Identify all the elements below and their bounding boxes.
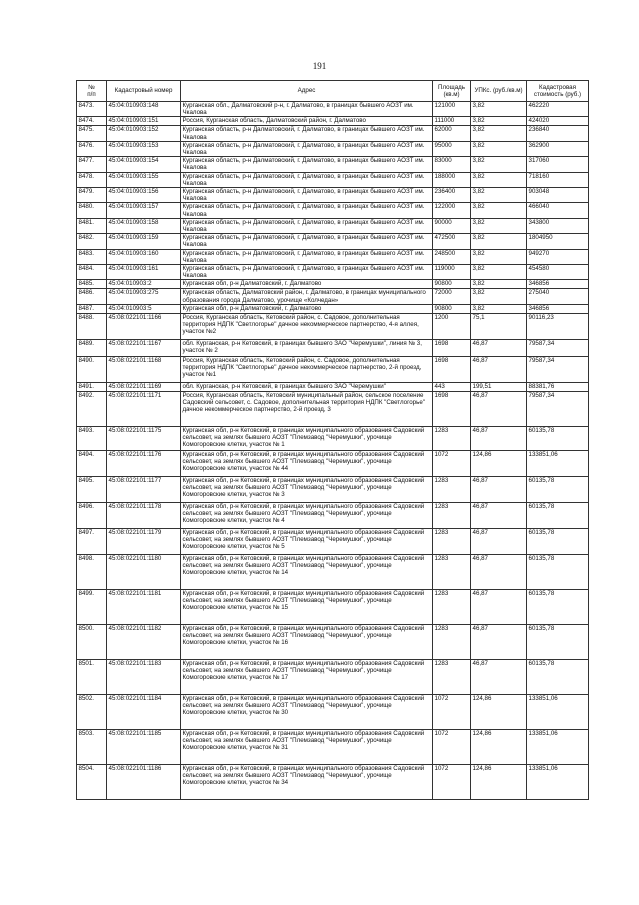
row-number: 8495. [77,476,107,502]
upks-value: 46,87 [471,502,527,528]
table-row [77,172,589,187]
table-row [77,391,589,426]
row-number: 8493. [77,426,107,450]
row-number: 8500. [77,624,107,659]
cadastral-cost: 236840 [527,126,589,141]
cadastral-cost: 79587,34 [527,391,589,426]
cadastral-number: 45:04:010903:157 [107,203,181,218]
row-number: 8489. [77,339,107,356]
table-row [77,126,589,141]
table-row [77,157,589,172]
address: Россия, Курганская область, Далматовский район, г. Далматово [181,117,433,126]
cadastral-cost: 79587,34 [527,339,589,356]
row-number: 8501. [77,659,107,694]
cadastral-cost: 88381,76 [527,382,589,391]
cadastral-cost: 60135,78 [527,528,589,554]
area: 90800 [433,304,471,313]
cadastral-number: 45:04:010903:161 [107,265,181,280]
cadastral-cost: 275040 [527,289,589,304]
cadastral-cost: 60135,78 [527,554,589,589]
cadastral-number: 45:08:022101:1180 [107,554,181,589]
header-cadastral-number: Кадастровый номер [107,81,181,102]
cadastral-number: 45:08:022101:1179 [107,528,181,554]
cadastral-cost: 90116,23 [527,313,589,339]
area: 1283 [433,624,471,659]
table-row [77,554,589,589]
address: Курганская обл, р-н Кетовский, в границах муниципального образования Садовский сельсовет, на землях бывшего АОЗТ "Племзавод "Черемушки", урочище Комогоровские клетки, участок № 15 [181,589,433,624]
upks-value: 46,87 [471,356,527,382]
table-row [77,659,589,694]
table-row [77,729,589,764]
address: Курганская область, р-н Далматовский, г. Далматово, в границах бывшего АОЗТ им. Чкалова [181,157,433,172]
row-number: 8496. [77,502,107,528]
cadastral-number: 45:04:010903:151 [107,117,181,126]
upks-value: 75,1 [471,313,527,339]
address: обл. Курганская, р-н Кетовский, в границах бывшего ЗАО "Черемушки", линия № 3, участок № 2 [181,339,433,356]
row-number: 8477. [77,157,107,172]
row-number: 8503. [77,729,107,764]
cadastral-cost: 718160 [527,172,589,187]
row-number: 8480. [77,203,107,218]
cadastral-table [76,80,589,800]
cadastral-cost: 346856 [527,280,589,289]
cadastral-number: 45:08:022101:1181 [107,589,181,624]
cadastral-cost: 466040 [527,203,589,218]
area: 122000 [433,203,471,218]
cadastral-number: 45:08:022101:1185 [107,729,181,764]
cadastral-number: 45:04:010903:155 [107,172,181,187]
row-number: 8478. [77,172,107,187]
address: Курганская обл, р-н Далматовский, г. Далматово [181,280,433,289]
cadastral-number: 45:04:010903:148 [107,102,181,117]
area: 90000 [433,218,471,233]
area: 119000 [433,265,471,280]
address: Россия, Курганская область, Кетовский район, с. Садовое, дополнительная территория НДПК "Светлогорье" дачное некоммерческое партнерство, 4-я аллея, участок №2 [181,313,433,339]
row-number: 8487. [77,304,107,313]
cadastral-cost: 60135,78 [527,589,589,624]
row-number: 8486. [77,289,107,304]
area: 1283 [433,528,471,554]
cadastral-number: 45:08:022101:1186 [107,764,181,799]
table-row [77,476,589,502]
address: Курганская обл, р-н Кетовский, в границах муниципального образования Садовский сельсовет, на землях бывшего АОЗТ "Племзавод "Черемушки", урочище Комогоровские клетки, участок № 44 [181,450,433,476]
address: Курганская обл, р-н Кетовский, в границах муниципального образования Садовский сельсовет, на землях бывшего АОЗТ "Племзавод "Черемушки", урочище Комогоровские клетки, участок № 5 [181,528,433,554]
address: Курганская обл, р-н Кетовский, в границах муниципального образования Садовский сельсовет, на землях бывшего АОЗТ "Племзавод "Черемушки", урочище Комогоровские клетки, участок № 16 [181,624,433,659]
row-number: 8476. [77,141,107,156]
upks-value: 3,82 [471,249,527,264]
address: Курганская область, р-н Далматовский, г. Далматово, в границах бывшего АОЗТ им. Чкалова [181,218,433,233]
upks-value: 46,87 [471,391,527,426]
row-number: 8485. [77,280,107,289]
cadastral-cost: 133851,06 [527,764,589,799]
table-row [77,450,589,476]
area: 1072 [433,729,471,764]
row-number: 8497. [77,528,107,554]
upks-value: 124,86 [471,694,527,729]
area: 1072 [433,764,471,799]
address: Курганская обл, р-н Кетовский, в границах муниципального образования Садовский сельсовет, на землях бывшего АОЗТ "Племзавод "Черемушки", урочище Комогоровские клетки, участок № 3 [181,476,433,502]
header-upks: УПКс. (руб./кв.м) [471,81,527,102]
address: Курганская обл, р-н Кетовский, в границах муниципального образования Садовский сельсовет, на землях бывшего АОЗТ "Племзавод "Черемушки", урочище Комогоровские клетки, участок № 34 [181,764,433,799]
upks-value: 46,87 [471,554,527,589]
table-row [77,188,589,203]
row-number: 8482. [77,234,107,249]
cadastral-number: 45:04:010903:275 [107,289,181,304]
cadastral-cost: 79587,34 [527,356,589,382]
area: 1698 [433,356,471,382]
table-row [77,304,589,313]
area: 188000 [433,172,471,187]
cadastral-cost: 949270 [527,249,589,264]
area: 1283 [433,554,471,589]
row-number: 8491. [77,382,107,391]
header-address: Адрес [181,81,433,102]
cadastral-cost: 362900 [527,141,589,156]
area: 1283 [433,589,471,624]
row-number: 8492. [77,391,107,426]
cadastral-number: 45:04:010903:159 [107,234,181,249]
header-area: Площадь (кв.м) [433,81,471,102]
area: 1698 [433,391,471,426]
row-number: 8494. [77,450,107,476]
row-number: 8488. [77,313,107,339]
table-row [77,694,589,729]
row-number: 8474. [77,117,107,126]
table-row [77,265,589,280]
cadastral-number: 45:04:010903:156 [107,188,181,203]
cadastral-number: 45:08:022101:1171 [107,391,181,426]
table-row [77,528,589,554]
upks-value: 3,82 [471,188,527,203]
cadastral-number: 45:04:010903:2 [107,280,181,289]
table-header [77,81,589,102]
row-number: 8484. [77,265,107,280]
upks-value: 3,82 [471,234,527,249]
cadastral-number: 45:04:010903:5 [107,304,181,313]
upks-value: 46,87 [471,528,527,554]
area: 95000 [433,141,471,156]
address: Курганская обл, р-н Кетовский, в границах муниципального образования Садовский сельсовет, на землях бывшего АОЗТ "Племзавод "Черемушки", урочище Комогоровские клетки, участок № 4 [181,502,433,528]
table-row [77,382,589,391]
row-number: 8490. [77,356,107,382]
cadastral-cost: 424020 [527,117,589,126]
address: Курганская область, р-н Далматовский, г. Далматово, в границах бывшего АОЗТ им. Чкалова [181,188,433,203]
address: Курганская область, р-н Далматовский, г. Далматово, в границах бывшего АОЗТ им. Чкалова [181,265,433,280]
area: 1283 [433,659,471,694]
cadastral-number: 45:08:022101:1178 [107,502,181,528]
table-row [77,589,589,624]
upks-value: 46,87 [471,659,527,694]
area: 472500 [433,234,471,249]
address: обл. Курганская, р-н Кетовский, в границах бывшего ЗАО "Черемушки" [181,382,433,391]
upks-value: 3,82 [471,172,527,187]
cadastral-cost: 903048 [527,188,589,203]
area: 1200 [433,313,471,339]
cadastral-cost: 60135,78 [527,476,589,502]
address: Курганская обл, р-н Далматовский, г. Далматово [181,304,433,313]
table-row [77,502,589,528]
area: 1283 [433,476,471,502]
upks-value: 3,82 [471,218,527,233]
cadastral-cost: 133851,06 [527,694,589,729]
address: Курганская область, р-н Далматовский, г. Далматово, в границах бывшего АОЗТ им. Чкалова [181,126,433,141]
upks-value: 3,82 [471,126,527,141]
cadastral-number: 45:08:022101:1168 [107,356,181,382]
area: 1283 [433,426,471,450]
cadastral-number: 45:04:010903:153 [107,141,181,156]
address: Курганская обл, р-н Кетовский, в границах муниципального образования Садовский сельсовет, на землях бывшего АОЗТ "Племзавод "Черемушки", урочище Комогоровские клетки, участок № 17 [181,659,433,694]
cadastral-cost: 343800 [527,218,589,233]
cadastral-number: 45:08:022101:1182 [107,624,181,659]
address: Курганская область, р-н Далматовский, г. Далматово, в границах бывшего АОЗТ им. Чкалова [181,172,433,187]
address: Курганская область, р-н Далматовский, г. Далматово, в границах бывшего АОЗТ им. Чкалова [181,234,433,249]
cadastral-number: 45:04:010903:158 [107,218,181,233]
address: Курганская обл, р-н Кетовский, в границах муниципального образования Садовский сельсовет, на землях бывшего АОЗТ "Племзавод "Черемушки", урочище Комогоровские клетки, участок № 14 [181,554,433,589]
table-row [77,203,589,218]
table-row [77,356,589,382]
upks-value: 3,82 [471,102,527,117]
upks-value: 124,86 [471,729,527,764]
table-row [77,141,589,156]
area: 83000 [433,157,471,172]
cadastral-number: 45:08:022101:1177 [107,476,181,502]
upks-value: 3,82 [471,304,527,313]
table-row [77,289,589,304]
row-number: 8499. [77,589,107,624]
row-number: 8473. [77,102,107,117]
area: 248500 [433,249,471,264]
area: 90800 [433,280,471,289]
row-number: 8481. [77,218,107,233]
area: 72000 [433,289,471,304]
area: 111000 [433,117,471,126]
table-row [77,339,589,356]
page-number: 191 [312,61,327,71]
cadastral-cost: 1804950 [527,234,589,249]
upks-value: 3,82 [471,203,527,218]
table-row [77,764,589,799]
cadastral-number: 45:04:010903:152 [107,126,181,141]
table-row [77,249,589,264]
area: 1283 [433,502,471,528]
area: 1698 [433,339,471,356]
address: Россия, Курганская область, Кетовский муниципальный район, сельское поселение Садовский сельсовет, с. Садовое, дополнительная территория НДПК "Светлогорье" дачное некоммерческое партнерство, 2-й проезд, 3 [181,391,433,426]
upks-value: 3,82 [471,141,527,156]
upks-value: 46,87 [471,589,527,624]
area: 443 [433,382,471,391]
cadastral-number: 45:08:022101:1184 [107,694,181,729]
upks-value: 124,86 [471,450,527,476]
address: Курганская обл., Далматовский р-н, г. Далматово, в границах бывшего АОЗТ им. Чкалова [181,102,433,117]
row-number: 8504. [77,764,107,799]
cadastral-cost: 454580 [527,265,589,280]
header-cadastral-cost: Кадастровая стоимость (руб.) [527,81,589,102]
cadastral-number: 45:08:022101:1176 [107,450,181,476]
address: Курганская обл, р-н Кетовский, в границах муниципального образования Садовский сельсовет, на землях бывшего АОЗТ "Племзавод "Черемушки", урочище Комогоровские клетки, участок № 30 [181,694,433,729]
row-number: 8483. [77,249,107,264]
header-num: № п/п [77,81,107,102]
area: 236400 [433,188,471,203]
cadastral-number: 45:04:010903:154 [107,157,181,172]
cadastral-cost: 133851,06 [527,729,589,764]
table-row [77,426,589,450]
upks-value: 3,82 [471,280,527,289]
area: 62000 [433,126,471,141]
cadastral-number: 45:04:010903:160 [107,249,181,264]
upks-value: 46,87 [471,624,527,659]
table-body [77,102,589,800]
area: 1072 [433,694,471,729]
address: Курганская обл, р-н Кетовский, в границах муниципального образования Садовский сельсовет, на землях бывшего АОЗТ "Племзавод "Черемушки", урочище Комогоровские клетки, участок № 31 [181,729,433,764]
table-row [77,624,589,659]
table-row [77,234,589,249]
table-row [77,313,589,339]
cadastral-number: 45:08:022101:1166 [107,313,181,339]
row-number: 8475. [77,126,107,141]
table-row [77,117,589,126]
cadastral-cost: 60135,78 [527,426,589,450]
row-number: 8479. [77,188,107,203]
cadastral-cost: 317060 [527,157,589,172]
address: Курганская область, р-н Далматовский, г. Далматово, в границах бывшего АОЗТ им. Чкалова [181,249,433,264]
cadastral-cost: 60135,78 [527,624,589,659]
row-number: 8502. [77,694,107,729]
cadastral-cost: 60135,78 [527,659,589,694]
address: Курганская область, р-н Далматовский, г. Далматово, в границах бывшего АОЗТ им. Чкалова [181,141,433,156]
upks-value: 199,51 [471,382,527,391]
upks-value: 46,87 [471,339,527,356]
table-row [77,280,589,289]
cadastral-cost: 60135,78 [527,502,589,528]
upks-value: 3,82 [471,265,527,280]
address: Курганская область, Далматовский район, г. Далматово, в границах муниципального образования города Далматово, урочище «Колчедан» [181,289,433,304]
cadastral-number: 45:08:022101:1183 [107,659,181,694]
address: Курганская обл, р-н Кетовский, в границах муниципального образования Садовский сельсовет, на землях бывшего АОЗТ "Племзавод "Черемушки", урочище Комогоровские клетки, участок № 1 [181,426,433,450]
upks-value: 3,82 [471,117,527,126]
address: Россия, Курганская область, Кетовский район, с. Садовое, дополнительная территория НДПК "Светлогорье" дачное некоммерческое партнерство, 2-й проезд, участок №1 [181,356,433,382]
table-row [77,102,589,117]
row-number: 8498. [77,554,107,589]
address: Курганская область, р-н Далматовский, г. Далматово, в границах бывшего АОЗТ им. Чкалова [181,203,433,218]
upks-value: 3,82 [471,157,527,172]
cadastral-number: 45:08:022101:1167 [107,339,181,356]
cadastral-cost: 133851,06 [527,450,589,476]
cadastral-number: 45:08:022101:1175 [107,426,181,450]
cadastral-cost: 462220 [527,102,589,117]
upks-value: 124,86 [471,764,527,799]
upks-value: 3,82 [471,289,527,304]
upks-value: 46,87 [471,476,527,502]
cadastral-number: 45:08:022101:1169 [107,382,181,391]
area: 1072 [433,450,471,476]
upks-value: 46,87 [471,426,527,450]
table-row [77,218,589,233]
area: 121000 [433,102,471,117]
cadastral-cost: 346856 [527,304,589,313]
